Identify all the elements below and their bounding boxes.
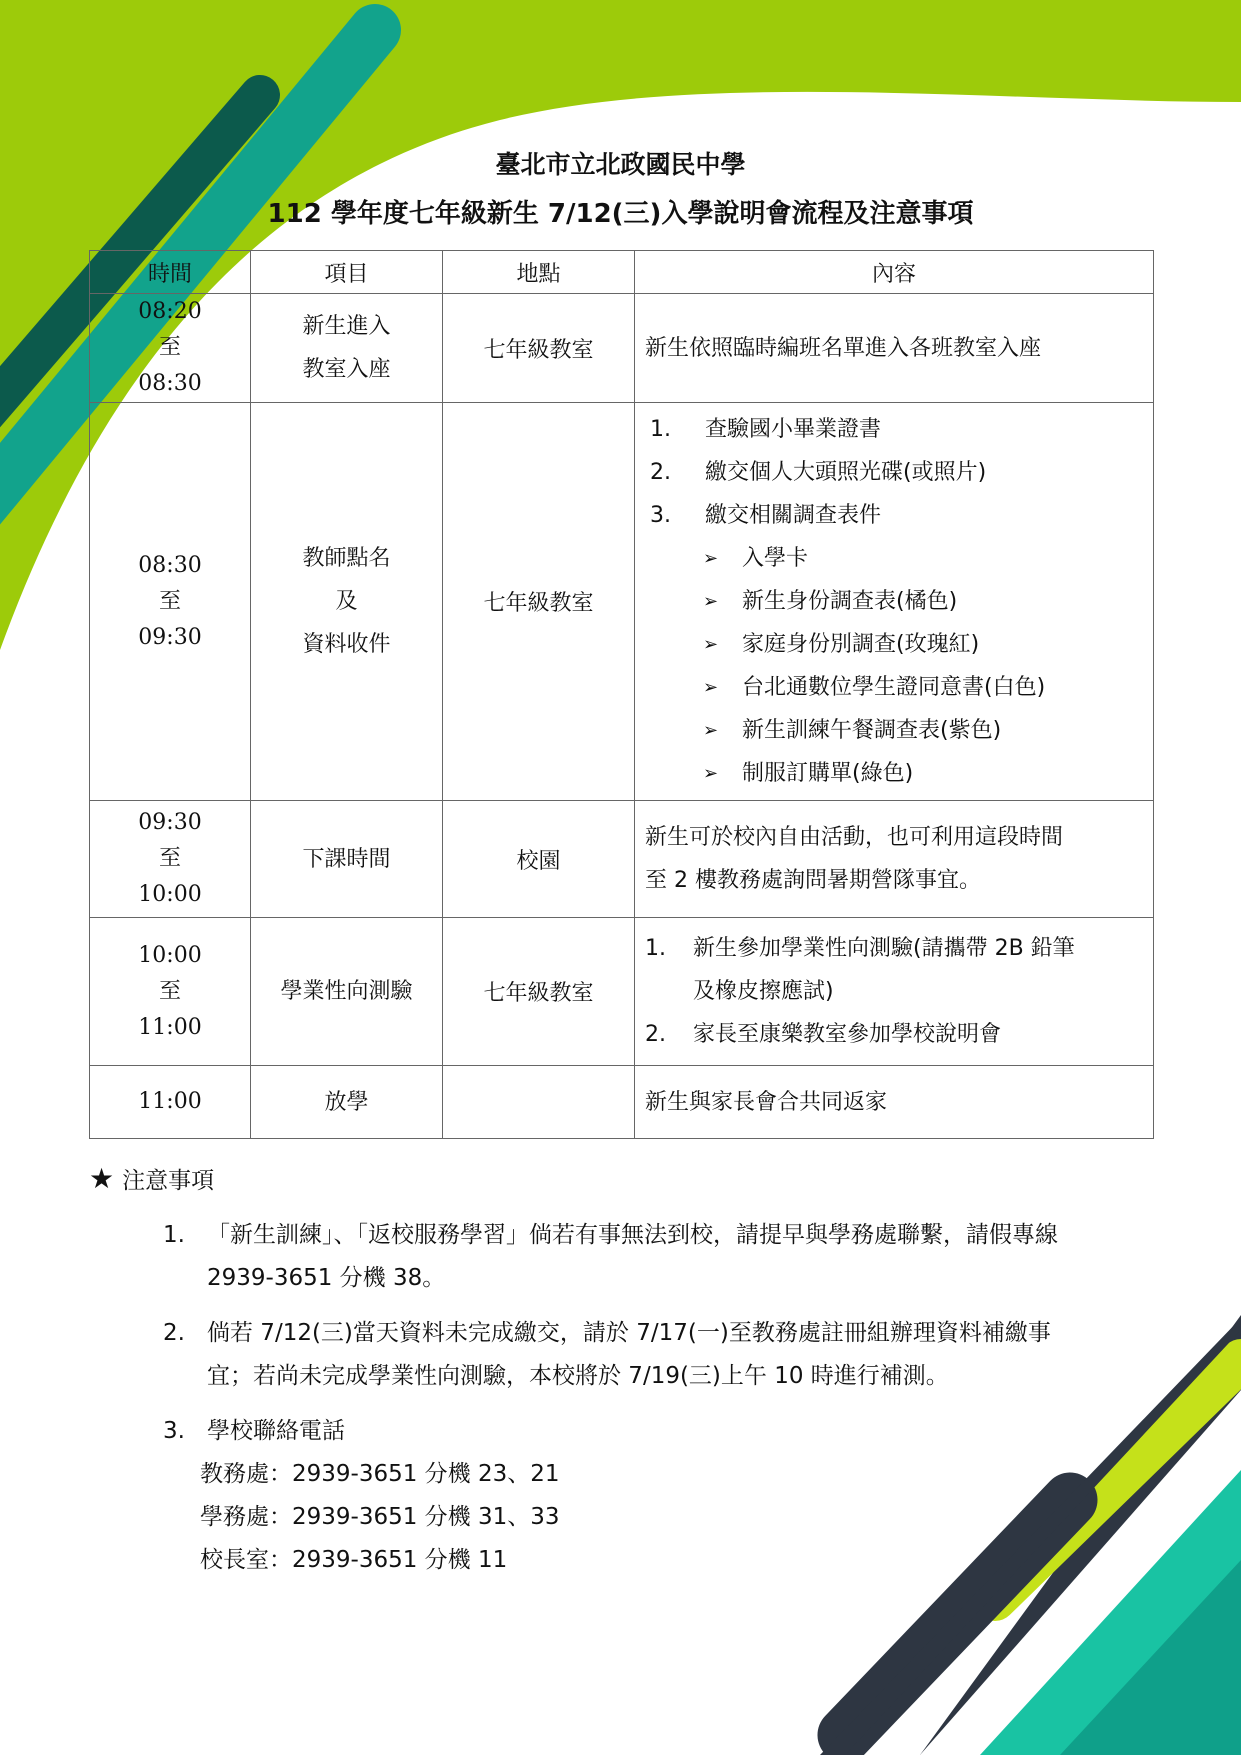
arrow-bullet-icon: ➢ (703, 591, 719, 612)
list-item: 2. 繳交個人大頭照光碟(或照片) (650, 460, 987, 485)
notes-list (163, 1214, 1163, 1594)
content-cell (635, 918, 1154, 1066)
contact-line: 校長室：2939-3651 分機 11 (200, 1547, 508, 1573)
header-place: 地點 (443, 251, 635, 294)
star-icon: ★ (89, 1162, 115, 1195)
header-content: 內容 (635, 251, 1154, 294)
arrow-bullet-icon: ➢ (703, 677, 719, 698)
table-row (90, 801, 1154, 918)
table-row (90, 294, 1154, 403)
place-cell: 七年級教室 (443, 403, 635, 801)
list-item: ➢ 制服訂購單(綠色) (645, 752, 1143, 795)
arrow-bullet-icon: ➢ (703, 634, 719, 655)
list-item: ➢ 台北通數位學生證同意書(白色) (645, 666, 1143, 709)
item-cell: 下課時間 (251, 801, 443, 918)
time-cell: 11:00 (90, 1066, 251, 1139)
page-title: 112 學年度七年級新生 7/12(三)入學說明會流程及注意事項 (267, 199, 974, 229)
item-cell: 新生進入 教室入座 (251, 294, 443, 403)
content-cell: 新生與家長會合共同返家 (635, 1066, 1154, 1139)
header-item: 項目 (251, 251, 443, 294)
list-item: 2. 家長至康樂教室參加學校說明會 (645, 1022, 1002, 1047)
content-cell (635, 403, 1154, 801)
time-cell: 10:00 至 11:00 (90, 918, 251, 1066)
content-cell: 新生依照臨時編班名單進入各班教室入座 (635, 294, 1154, 403)
form-sublist (645, 537, 1143, 795)
item-cell: 教師點名 及 資料收件 (251, 403, 443, 801)
notes-section (89, 1162, 1169, 1573)
list-item: 1. 查驗國小畢業證書 (650, 417, 882, 442)
place-cell (443, 1066, 635, 1139)
item-cell: 放學 (251, 1066, 443, 1139)
table-header-row (90, 251, 1154, 294)
table-row (90, 403, 1154, 801)
notes-heading: ★ 注意事項 (89, 1162, 215, 1195)
schedule-table (89, 250, 1154, 1139)
list-item: 3. 繳交相關調查表件 (650, 503, 882, 528)
arrow-bullet-icon: ➢ (703, 548, 719, 569)
content-cell: 新生可於校內自由活動，也可利用這段時間 至 2 樓教務處詢問暑期營隊事宜。 (635, 801, 1154, 918)
list-item: ➢ 入學卡 (645, 537, 1143, 580)
note-item: 2. 倘若 7/12(三)當天資料未完成繳交，請於 7/17(一)至教務處註冊組辦理資料補繳事 宜；若尚未完成學業性向測驗，本校將於 7/19(三)上午 10 時進行補測。 (163, 1320, 1051, 1389)
place-cell: 七年級教室 (443, 294, 635, 403)
test-list (645, 927, 1143, 1056)
header-time: 時間 (90, 251, 251, 294)
list-item: ➢ 家庭身份別調查(玫瑰紅) (645, 623, 1143, 666)
list-item: 1. 新生參加學業性向測驗(請攜帶 2B 鉛筆 及橡皮擦應試) (645, 936, 1075, 1004)
table-row (90, 1066, 1154, 1139)
time-cell: 08:30 至 09:30 (90, 403, 251, 801)
time-cell: 09:30 至 10:00 (90, 801, 251, 918)
note-item: 3. 學校聯絡電話 教務處：2939-3651 分機 23、21 學務處：2939-3651 分機 31、33 校長室：2939-3651 分機 11 (163, 1410, 1163, 1582)
table-row (90, 918, 1154, 1066)
contact-line: 教務處：2939-3651 分機 23、21 (200, 1461, 560, 1487)
item-cell: 學業性向測驗 (251, 918, 443, 1066)
time-cell: 08:20 至 08:30 (90, 294, 251, 403)
checklist (645, 408, 1143, 537)
note-item: 1. 「新生訓練」、「返校服務學習」倘若有事無法到校，請提早與學務處聯繫，請假專線 2939-3651 分機 38。 (163, 1222, 1058, 1291)
arrow-bullet-icon: ➢ (703, 763, 719, 784)
school-name: 臺北市立北政國民中學 (495, 150, 746, 179)
list-item: ➢ 新生身份調查表(橘色) (645, 580, 1143, 623)
arrow-bullet-icon: ➢ (703, 720, 719, 741)
place-cell: 校園 (443, 801, 635, 918)
list-item: ➢ 新生訓練午餐調查表(紫色) (645, 709, 1143, 752)
place-cell: 七年級教室 (443, 918, 635, 1066)
contact-line: 學務處：2939-3651 分機 31、33 (200, 1504, 560, 1530)
